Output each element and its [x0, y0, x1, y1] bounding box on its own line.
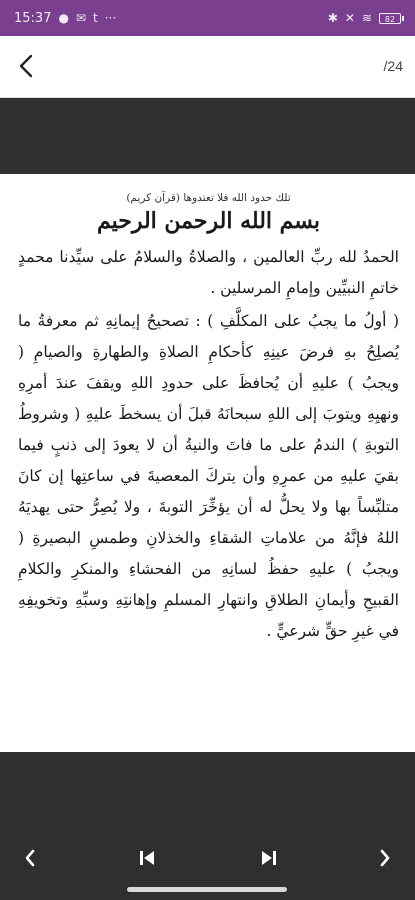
- chevron-left-icon: [19, 54, 33, 78]
- skip-first-icon: [138, 849, 156, 867]
- basmala: بسم الله الرحمن الرحيم: [96, 208, 321, 234]
- next-page-button[interactable]: [369, 842, 401, 874]
- chevron-right-icon: [379, 849, 391, 867]
- bluetooth-icon: ✱: [327, 11, 338, 25]
- app-icon: t: [93, 11, 98, 25]
- paragraph-intro: الحمدُ لله ربِّ العالمين ، والصلاةُ والسلامُ على سيِّدنا محمدٍ خاتمِ النبيِّين وإمامِ المرسلين .: [18, 248, 399, 297]
- nav-center: [131, 842, 285, 874]
- wifi-icon: ≋: [361, 11, 372, 25]
- last-page-button[interactable]: [253, 842, 285, 874]
- status-time: 15:37: [14, 10, 52, 26]
- battery-icon: 82: [379, 13, 401, 24]
- chevron-left-icon: [24, 849, 36, 867]
- previous-page-button[interactable]: [14, 842, 46, 874]
- status-right: [328, 12, 401, 24]
- first-page-button[interactable]: [131, 842, 163, 874]
- mail-icon: ✉: [75, 11, 87, 25]
- page-indicator: /24: [383, 58, 403, 74]
- back-button[interactable]: [10, 50, 42, 82]
- app-bar: [0, 36, 415, 98]
- document-page[interactable]: [0, 174, 415, 752]
- viewer-background-top: [0, 98, 415, 174]
- status-left: [14, 11, 116, 26]
- skip-last-icon: [260, 849, 278, 867]
- notification-icon: ●: [58, 11, 69, 25]
- home-indicator[interactable]: [127, 887, 287, 892]
- status-bar: [0, 0, 415, 36]
- more-icon: ···: [104, 11, 117, 25]
- verse-header: تلك حدود الله فلا تعتدوها (قرآن كريم): [126, 192, 291, 204]
- page-navigation: [0, 828, 415, 888]
- mute-icon: ✕: [344, 11, 355, 25]
- page-content: [18, 192, 399, 752]
- paragraph-body: ( أولُ ما يجبُ على المكلَّفِ ) : تصحيحُ إيمانِهِ ثم معرفةُ ما يُصلِحُ بهِ فرضَ عينِهِ كأحكامِ الصلاةِ والطهارةِ والصيامِ ( ويجبُ ) عليهِ أن يُحافظَ على حدودِ اللهِ ويقفَ عندَ أمرِهِ ونهيِهِ ويتوبَ إلى اللهِ سبحانَهُ قبلَ أن يسخطَ عليهِ ( وشروطُ التوبةِ ) الندمُ على ما فاتَ والنيةُ أن لا يعودَ إلى ذنبٍ فيما بقيَ عليهِ من عمرِهِ وأن يتركَ المعصيةَ في ساعتِها إن كانَ متلبِّساً بها ولا يحلُّ له أن يؤخِّرَ التوبةَ ، ولا يُصِرُّ حتى يهديَهُ اللهُ فإنَّهُ من علاماتِ الشقاءِ والخذلانِ وطمسِ البصيرةِ ( ويجبُ ) عليهِ حفظُ لسانِهِ من الفحشاءِ والمنكرِ والكلامِ القبيحِ وأيمانِ الطلاقِ وانتهارِ المسلمِ وإهانتِهِ وسبِّهِ وتخويفِهِ في غيرِ حقٍّ شرعيٍّ .: [18, 312, 399, 640]
